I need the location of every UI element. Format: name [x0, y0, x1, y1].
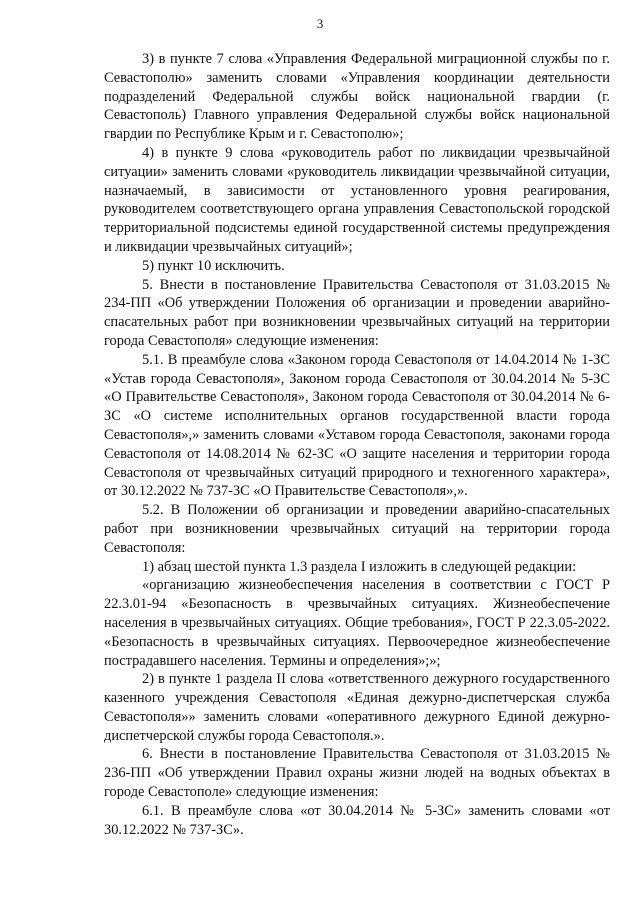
paragraph-5-1: 5.1. В преамбуле слова «Законом города Севастополя от 14.04.2014 № 1-ЗС «Устав города Севастополя», Законом города Севастополя от 30.04.2014 № 5-ЗС «О Правительстве Севастополя», Законом города Севастополя от 30.04.2014 № 6-ЗС «О системе исполнительных органов государственной власти города Севастополя»,» заменить словами «Уставом города Севастополя, законами города Севастополя от 14.08.2014 № 62-ЗС «О защите населения и территории города Севастополя от чрезвычайных ситуаций природного и техногенного характера», от 30.12.2022 № 737-ЗС «О Правительстве Севастополя»,». — [104, 351, 610, 500]
paragraph-section-5: 5. Внести в постановление Правительства Севастополя от 31.03.2015 № 234-ПП «Об утверждении Положения об организации и проведении аварийно-спасательных работ при возникновении чрезвычайных ситуаций на территории города Севастополя» следующие изменения: — [104, 276, 610, 349]
paragraph-quoted-text: «организацию жизнеобеспечения населения в соответствии с ГОСТ Р 22.3.01-94 «Безопасность в чрезвычайных ситуациях. Жизнеобеспечение населения в чрезвычайных ситуациях. Общие требования», ГОСТ Р 22.3.05-2022. «Безопасность в чрезвычайных ситуациях. Первоочередное жизнеобеспечение пострадавшего населения. Термины и определения»;»; — [104, 577, 610, 669]
document-body — [104, 50, 610, 839]
paragraph-6-1: 6.1. В преамбуле слова «от 30.04.2014 № 5-ЗС» заменить словами «от 30.12.2022 № 737-ЗС». — [104, 802, 610, 838]
paragraph-item-4: 4) в пункте 9 слова «руководитель работ по ликвидации чрезвычайной ситуации» заменить словами «руководитель ликвидации чрезвычайной ситуации, назначаемый, в зависимости от установленного уровня реагирования, руководителем соответствующего органа управления Севастопольской городской территориальной подсистемы единой государственной системы предупреждения и ликвидации чрезвычайных ситуаций»; — [104, 144, 610, 255]
paragraph-item-3: 3) в пункте 7 слова «Управления Федеральной миграционной службы по г. Севастополю» заменить словами «Управления координации деятельности подразделений Федеральной службы войск национальной гвардии (г. Севастополь) Главного управления Федеральной службы войск национальной гвардии по Республике Крым и г. Севастополю»; — [104, 51, 610, 143]
paragraph-section-6: 6. Внести в постановление Правительства Севастополя от 31.03.2015 № 236-ПП «Об утверждении Правил охраны жизни людей на водных объектах в городе Севастополе» следующие изменения: — [104, 746, 610, 801]
paragraph-5-2: 5.2. В Положении об организации и проведении аварийно-спасательных работ при возникновении чрезвычайных ситуаций на территории города Севастополя: — [104, 502, 610, 556]
page-number: 3 — [316, 16, 324, 31]
paragraph-5-2-item-1: 1) абзац шестой пункта 1.3 раздела I изложить в следующей редакции: — [142, 558, 577, 575]
paragraph-item-5-exclude: 5) пункт 10 исключить. — [142, 257, 285, 274]
paragraph-5-2-item-2: 2) в пункте 1 раздела II слова «ответственного дежурного государственного казенного учреждения Севастополя «Единая дежурно-диспетчерская служба Севастополя»» заменить словами «оперативного дежурного Единой дежурно-диспетчерской службы города Севастополя.». — [104, 671, 610, 744]
